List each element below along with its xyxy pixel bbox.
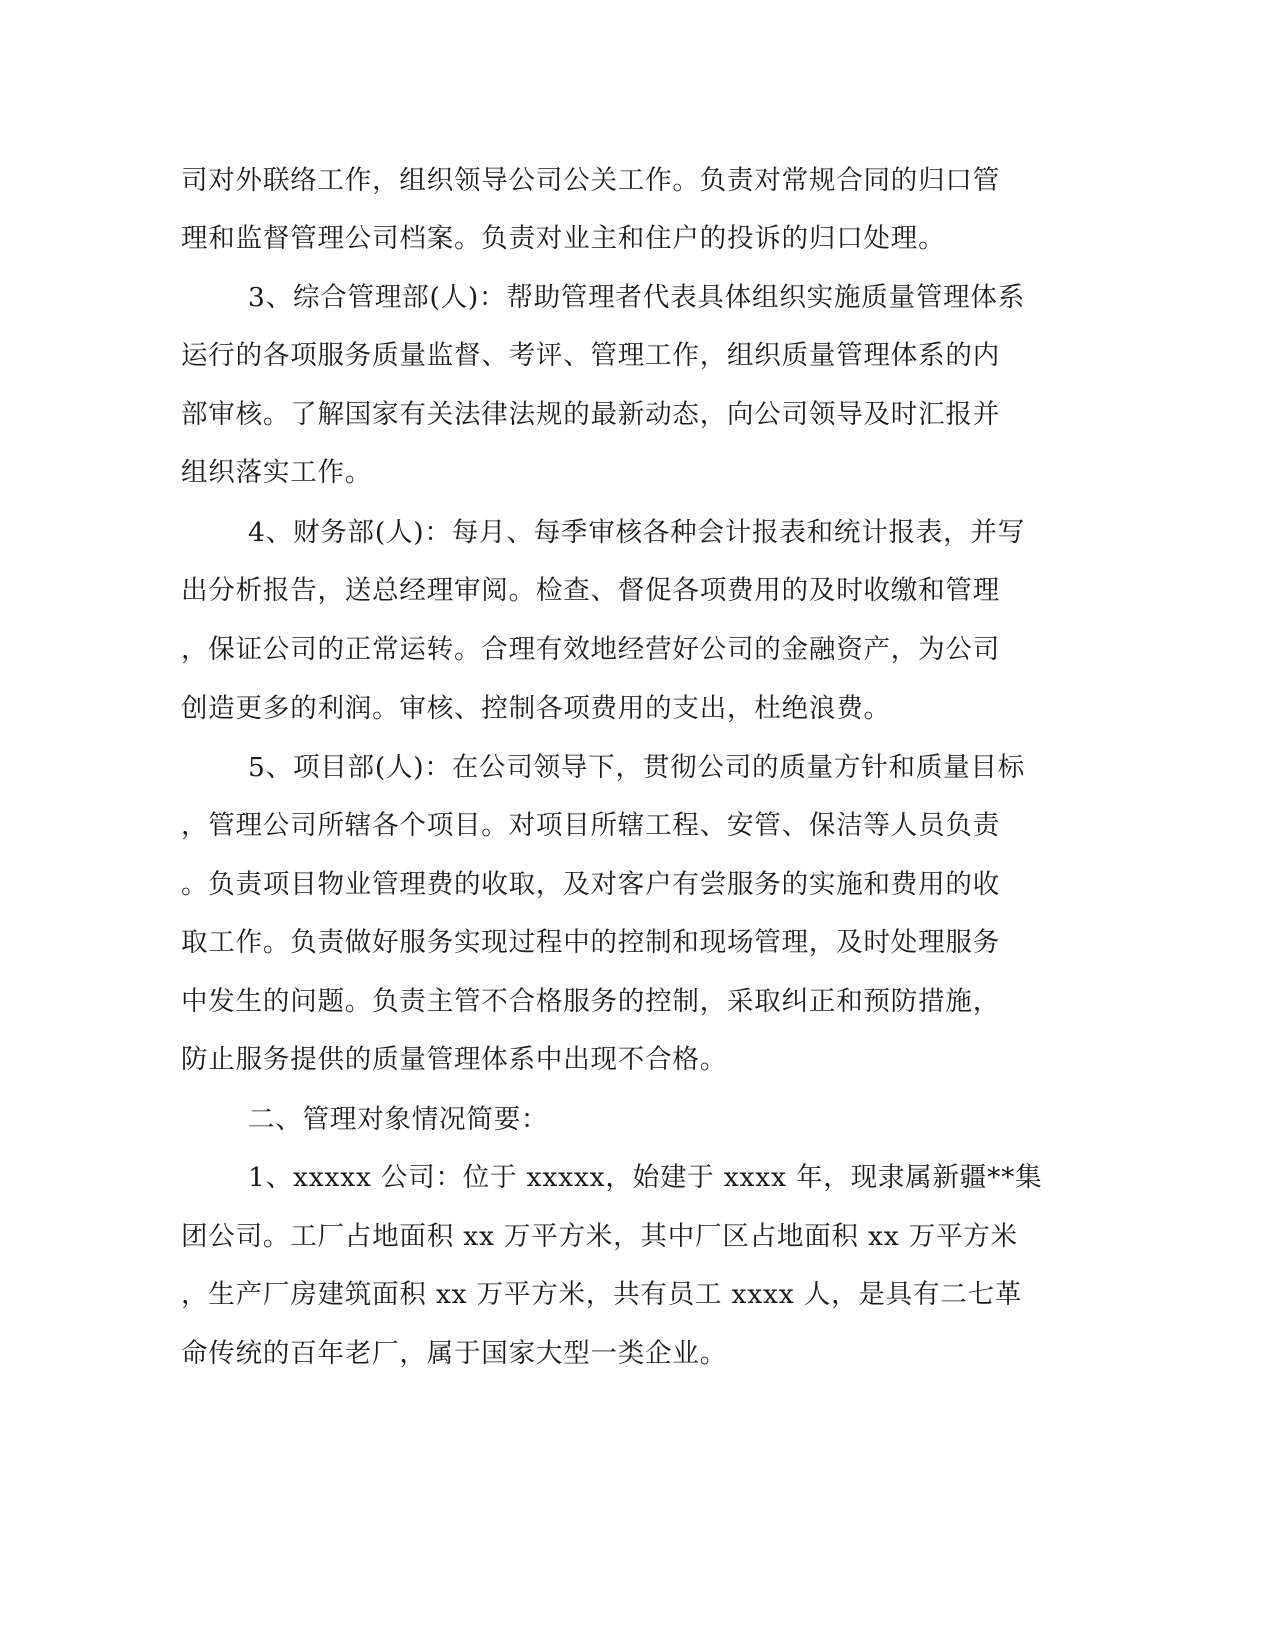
paragraph-line: 团公司。工厂占地面积 xx 万平方米，其中厂区占地面积 xx 万平方米 (181, 1221, 1018, 1252)
paragraph-line: 3、综合管理部(人)：帮助管理者代表具体组织实施质量管理体系 (248, 282, 1026, 313)
paragraph-line: 部审核。了解国家有关法律法规的最新动态，向公司领导及时汇报并 (181, 399, 1000, 430)
section-heading: 二、管理对象情况简要： (248, 1104, 549, 1135)
paragraph-line: 取工作。负责做好服务实现过程中的控制和现场管理，及时处理服务 (181, 927, 1000, 958)
paragraph-line: 1、xxxxx 公司：位于 xxxxx，始建于 xxxx 年，现隶属新疆**集 (248, 1162, 1043, 1193)
paragraph-line: 。负责项目物业管理费的收取，及对客户有尝服务的实施和费用的收 (181, 869, 1000, 900)
paragraph-line: 理和监督管理公司档案。负责对业主和住户的投诉的归口处理。 (181, 223, 946, 254)
paragraph-line: 组织落实工作。 (181, 457, 373, 488)
paragraph-line: 创造更多的利润。审核、控制各项费用的支出，杜绝浪费。 (181, 693, 891, 724)
paragraph-line: 命传统的百年老厂，属于国家大型一类企业。 (181, 1338, 727, 1369)
paragraph-line: ，保证公司的正常运转。合理有效地经营好公司的金融资产，为公司 (181, 634, 1000, 665)
paragraph-line: 4、财务部(人)：每月、每季审核各种会计报表和统计报表，并写 (248, 517, 1026, 548)
paragraph-line: 运行的各项服务质量监督、考评、管理工作，组织质量管理体系的内 (181, 340, 1000, 371)
paragraph-line: 中发生的问题。负责主管不合格服务的控制，采取纠正和预防措施， (181, 986, 1000, 1017)
paragraph-line: 出分析报告，送总经理审阅。检查、督促各项费用的及时收缴和管理 (181, 575, 1000, 606)
paragraph-line: 5、项目部(人)：在公司领导下，贯彻公司的质量方针和质量目标 (248, 752, 1026, 783)
paragraph-line: 司对外联络工作，组织领导公司公关工作。负责对常规合同的归口管 (181, 165, 1000, 196)
paragraph-line: ，管理公司所辖各个项目。对项目所辖工程、安管、保洁等人员负责 (181, 810, 1000, 841)
paragraph-line: ，生产厂房建筑面积 xx 万平方米，共有员工 xxxx 人，是具有二七革 (181, 1279, 1023, 1310)
paragraph-line: 防止服务提供的质量管理体系中出现不合格。 (181, 1044, 727, 1075)
